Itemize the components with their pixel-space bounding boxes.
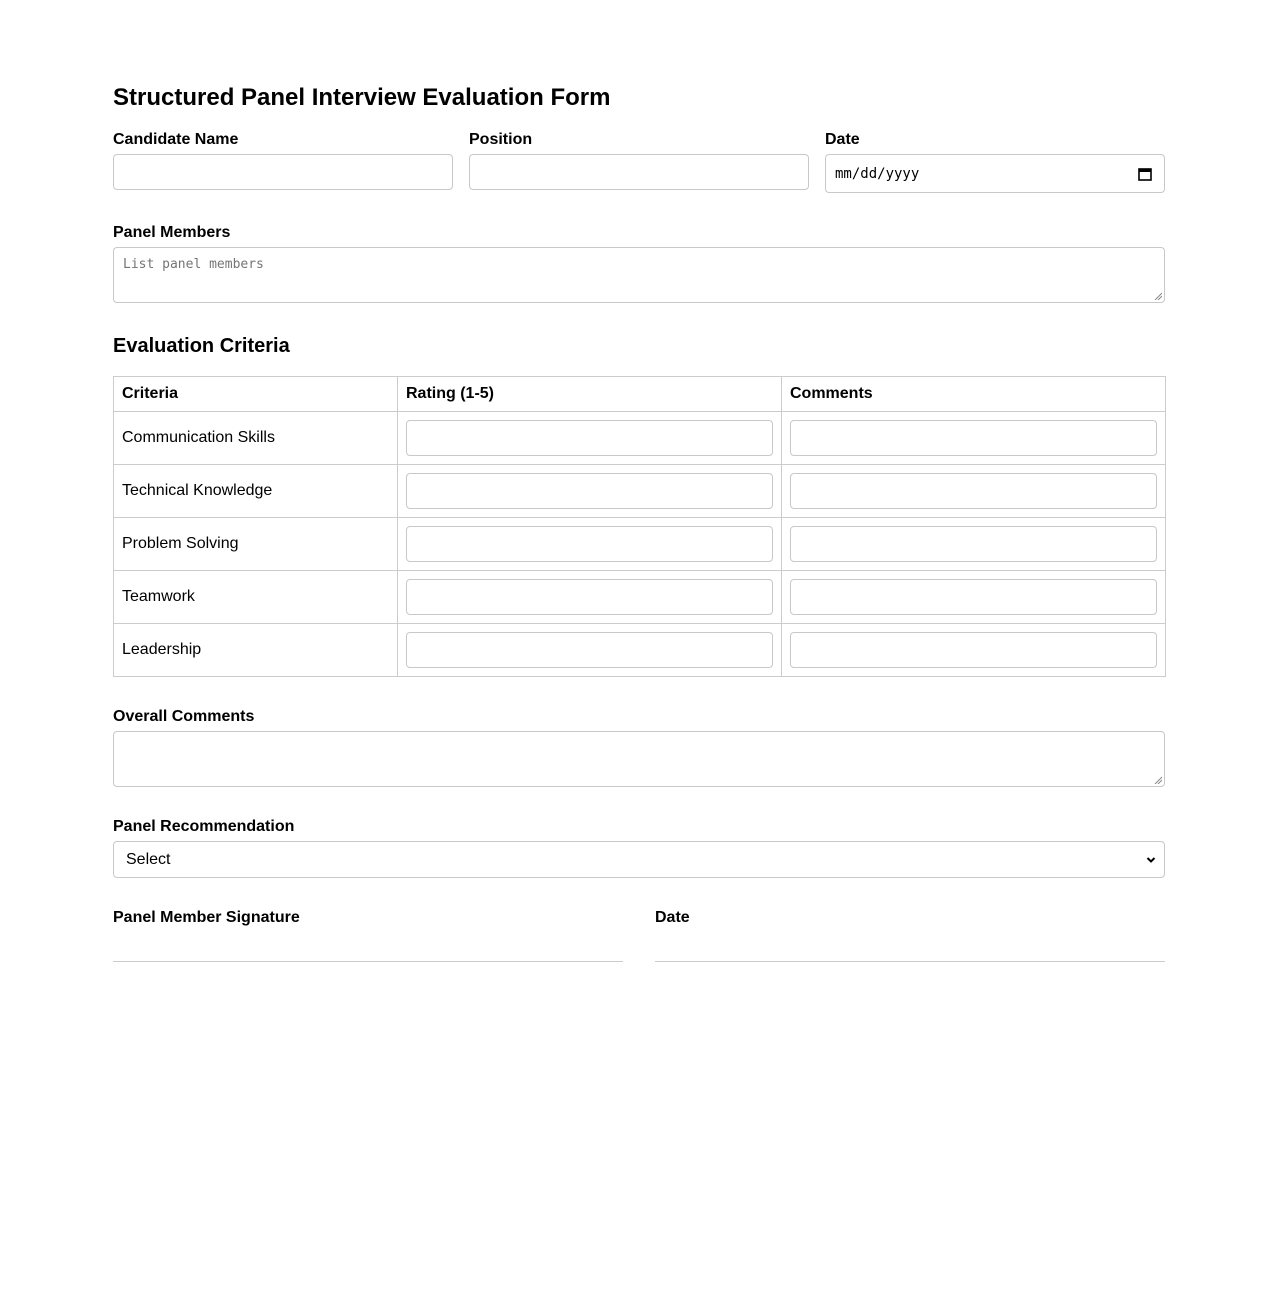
comments-cell [782, 571, 1166, 624]
overall-comments-textarea[interactable] [113, 731, 1165, 787]
selected-option: Select [126, 850, 171, 868]
panel-members-textarea[interactable] [113, 247, 1165, 303]
table-row [114, 412, 1166, 465]
panel-recommendation-label: Panel Recommendation [113, 818, 295, 835]
table-header-row [114, 377, 1166, 412]
signature-section [113, 909, 1165, 962]
date-input[interactable] [825, 154, 1165, 193]
rating-cell [398, 571, 782, 624]
rating-input[interactable] [406, 579, 773, 615]
comments-cell [782, 518, 1166, 571]
comments-cell [782, 465, 1166, 518]
candidate-name-label: Candidate Name [113, 131, 239, 148]
signature-date-field-group [655, 909, 1165, 962]
signature-line [113, 961, 623, 962]
evaluation-criteria-heading: Evaluation Criteria [113, 335, 290, 357]
candidate-name-input[interactable] [113, 154, 453, 190]
table-row [114, 465, 1166, 518]
rating-input[interactable] [406, 632, 773, 668]
date-placeholder: mm/dd/yyyy [835, 165, 920, 182]
position-input[interactable] [469, 154, 809, 190]
criteria-cell: Teamwork [114, 571, 398, 624]
rating-input[interactable] [406, 420, 773, 456]
overall-comments-label: Overall Comments [113, 708, 255, 725]
comments-input[interactable] [790, 526, 1157, 562]
comments-input[interactable] [790, 473, 1157, 509]
comments-input[interactable] [790, 420, 1157, 456]
signature-date-label: Date [655, 909, 690, 926]
resize-grip-icon[interactable] [1154, 776, 1162, 784]
panel-members-placeholder: List panel members [123, 257, 264, 272]
date-label: Date [825, 131, 860, 148]
criteria-cell: Problem Solving [114, 518, 398, 571]
signature-field-group [113, 909, 623, 962]
candidate-info-row [113, 131, 1165, 193]
overall-comments-field-group [113, 708, 1165, 787]
criteria-cell: Technical Knowledge [114, 465, 398, 518]
column-header-rating: Rating (1-5) [398, 377, 782, 412]
column-header-comments: Comments [782, 377, 1166, 412]
table-row [114, 518, 1166, 571]
column-header-criteria: Criteria [114, 377, 398, 412]
position-field-group [469, 131, 809, 193]
evaluation-criteria-table [113, 376, 1166, 677]
date-field-group [825, 131, 1165, 193]
panel-recommendation-field-group [113, 818, 1165, 878]
criteria-cell: Leadership [114, 624, 398, 677]
rating-cell [398, 518, 782, 571]
resize-grip-icon[interactable] [1154, 292, 1162, 300]
panel-recommendation-select[interactable] [113, 841, 1165, 878]
signature-date-line [655, 961, 1165, 962]
candidate-name-field-group [113, 131, 453, 193]
rating-cell [398, 465, 782, 518]
panel-members-label: Panel Members [113, 224, 231, 241]
criteria-cell: Communication Skills [114, 412, 398, 465]
rating-input[interactable] [406, 526, 773, 562]
comments-cell [782, 624, 1166, 677]
table-row [114, 624, 1166, 677]
position-label: Position [469, 131, 533, 148]
table-row [114, 571, 1166, 624]
rating-cell [398, 412, 782, 465]
calendar-icon[interactable] [1138, 167, 1152, 181]
rating-cell [398, 624, 782, 677]
comments-input[interactable] [790, 579, 1157, 615]
panel-members-field-group [113, 224, 1165, 303]
signature-label: Panel Member Signature [113, 909, 300, 926]
rating-input[interactable] [406, 473, 773, 509]
comments-cell [782, 412, 1166, 465]
page-title: Structured Panel Interview Evaluation Form [113, 84, 611, 111]
chevron-down-icon [1146, 855, 1156, 865]
comments-input[interactable] [790, 632, 1157, 668]
